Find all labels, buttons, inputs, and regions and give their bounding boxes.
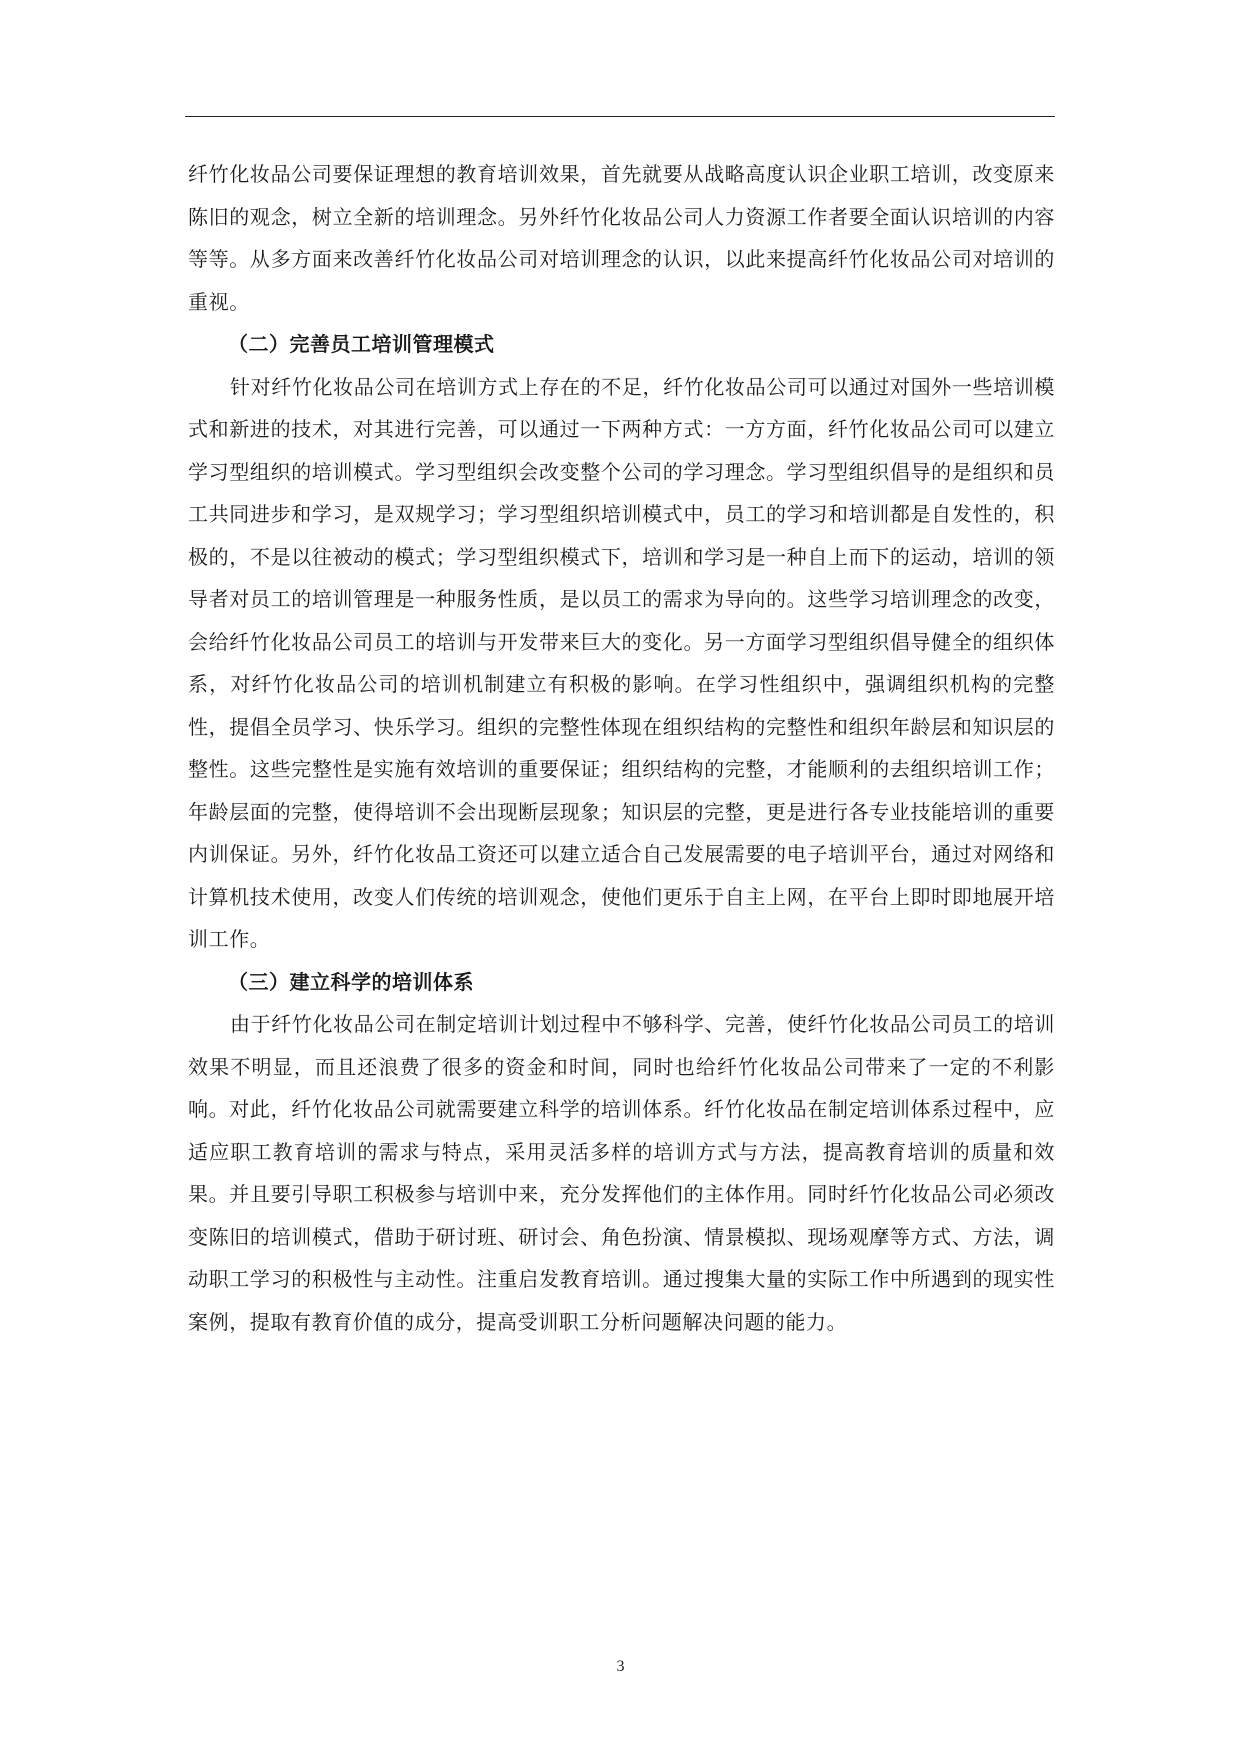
- paragraph-training-system: 由于纤竹化妆品公司在制定培训计划过程中不够科学、完善，使纤竹化妆品公司员工的培训效果不明显，而且还浪费了很多的资金和时间，同时也给纤竹化妆品公司带来了一定的不利影响。对此，纤竹化妆品公司就需要建立科学的培训体系。纤竹化妆品在制定培训体系过程中，应适应职工教育培训的需求与特点，采用灵活多样的培训方式与方法，提高教育培训的质量和效果。并且要引导职工积极参与培训中来，充分发挥他们的主体作用。同时纤竹化妆品公司必须改变陈旧的培训模式，借助于研讨班、研讨会、角色扮演、情景模拟、现场观摩等方式、方法，调动职工学习的积极性与主动性。注重启发教育培训。通过搜集大量的实际工作中所遇到的现实性案例，提取有教育价值的成分，提高受训职工分析问题解决问题的能力。: [188, 1012, 1055, 1334]
- paragraph-training-concept: 纤竹化妆品公司要保证理想的教育培训效果，首先就要从战略高度认识企业职工培训，改变原来陈旧的观念，树立全新的培训理念。另外纤竹化妆品公司人力资源工作者要全面认识培训的内容等等。从多方面来改善纤竹化妆品公司对培训理念的认识，以此来提高纤竹化妆品公司对培训的重视。: [188, 162, 1055, 314]
- page-number: 3: [616, 1658, 625, 1675]
- section-heading-training-model: （二）完善员工培训管理模式: [228, 332, 495, 356]
- section-heading-training-system: （三）建立科学的培训体系: [228, 969, 474, 994]
- header-rule: [185, 116, 1055, 117]
- paragraph-training-model: 针对纤竹化妆品公司在培训方式上存在的不足，纤竹化妆品公司可以通过对国外一些培训模式和新进的技术，对其进行完善，可以通过一下两种方式：一方方面，纤竹化妆品公司可以建立学习型组织的培训模式。学习型组织会改变整个公司的学习理念。学习型组织倡导的是组织和员工共同进步和学习，是双规学习；学习型组织培训模式中，员工的学习和培训都是自发性的，积极的，不是以往被动的模式；学习型组织模式下，培训和学习是一种自上而下的运动，培训的领导者对员工的培训管理是一种服务性质，是以员工的需求为导向的。这些学习培训理念的改变，会给纤竹化妆品公司员工的培训与开发带来巨大的变化。另一方面学习型组织倡导健全的组织体系，对纤竹化妆品公司的培训机制建立有积极的影响。在学习性组织中，强调组织机构的完整性，提倡全员学习、快乐学习。组织的完整性体现在组织结构的完整性和组织年龄层和知识层的整性。这些完整性是实施有效培训的重要保证；组织结构的完整，才能顺利的去组织培训工作；年龄层面的完整，使得培训不会出现断层现象；知识层的完整，更是进行各专业技能培训的重要内训保证。另外，纤竹化妆品工资还可以建立适合自己发展需要的电子培训平台，通过对网络和计算机技术使用，改变人们传统的培训观念，使他们更乐于自主上网，在平台上即时即地展开培训工作。: [188, 374, 1055, 951]
- document-body: [188, 153, 1055, 1343]
